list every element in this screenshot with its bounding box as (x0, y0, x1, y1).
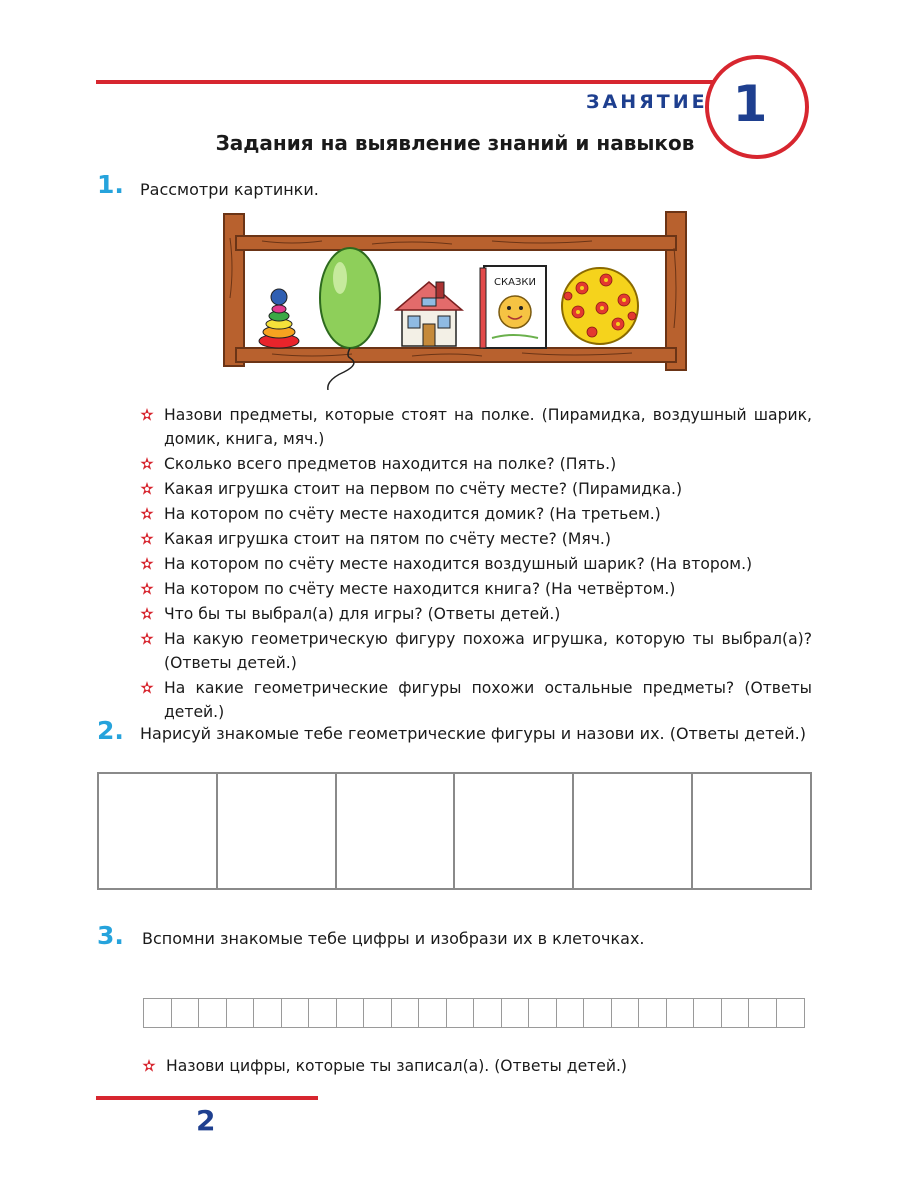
drawing-cell[interactable] (337, 774, 456, 888)
digit-cell[interactable] (419, 999, 447, 1027)
digit-cell[interactable] (529, 999, 557, 1027)
list-item: На котором по счёту месте находится домик? (На третьем.) (140, 502, 812, 526)
digit-cell[interactable] (199, 999, 227, 1027)
book-toy (480, 266, 546, 348)
digit-cell[interactable] (392, 999, 420, 1027)
task-3-question (142, 1054, 802, 1078)
digit-cell[interactable] (694, 999, 722, 1027)
list-item: Какая игрушка стоит на первом по счёту месте? (Пирамидка.) (140, 477, 812, 501)
digit-cell[interactable] (777, 999, 805, 1027)
star-bullet-icon (140, 582, 154, 596)
list-item: Что бы ты выбрал(а) для игры? (Ответы детей.) (140, 602, 812, 626)
digit-cell[interactable] (612, 999, 640, 1027)
digit-cell[interactable] (447, 999, 475, 1027)
star-bullet-icon (142, 1059, 156, 1073)
pyramid-toy (259, 289, 299, 348)
balloon-toy (320, 248, 380, 390)
star-bullet-icon (140, 507, 154, 521)
digit-cell[interactable] (227, 999, 255, 1027)
lesson-number: 1 (732, 75, 768, 133)
list-item: Назови предметы, которые стоят на полке. (Пирамидка, воздушный шарик, домик, книга, мяч.) (140, 403, 812, 451)
digit-cell[interactable] (502, 999, 530, 1027)
digit-cell[interactable] (309, 999, 337, 1027)
digit-cell[interactable] (584, 999, 612, 1027)
digit-cell[interactable] (557, 999, 585, 1027)
digit-cell[interactable] (667, 999, 695, 1027)
task-2-number: 2. (97, 716, 124, 745)
drawing-cell[interactable] (99, 774, 218, 888)
shelf-board-bottom (236, 348, 676, 362)
book-label: СКАЗКИ (494, 277, 536, 288)
list-item: На какие геометрические фигуры похожи остальные предметы? (Ответы детей.) (140, 676, 812, 724)
digit-cell[interactable] (337, 999, 365, 1027)
star-bullet-icon (140, 532, 154, 546)
digit-cell[interactable] (172, 999, 200, 1027)
shelf-illustration (222, 208, 690, 390)
star-bullet-icon (140, 632, 154, 646)
task-2-text: Нарисуй знакомые тебе геометрические фигуры и назови их. (Ответы детей.) (140, 724, 806, 743)
star-bullet-icon (140, 482, 154, 496)
digit-cell[interactable] (722, 999, 750, 1027)
list-item: На котором по счёту месте находится книга? (На четвёртом.) (140, 577, 812, 601)
list-item: На какую геометрическую фигуру похожа игрушка, которую ты выбрал(а)? (Ответы детей.) (140, 627, 812, 675)
footer-rule (96, 1096, 318, 1100)
house-toy (396, 282, 462, 346)
lesson-label: ЗАНЯТИЕ (586, 91, 708, 113)
star-bullet-icon (140, 557, 154, 571)
page-number: 2 (196, 1104, 216, 1137)
star-bullet-icon (140, 681, 154, 695)
list-item: Назови цифры, которые ты записал(а). (Ответы детей.) (142, 1054, 802, 1078)
star-bullet-icon (140, 408, 154, 422)
task-3-number: 3. (97, 921, 124, 950)
drawing-cell[interactable] (693, 774, 810, 888)
list-item: Сколько всего предметов находится на полке? (Пять.) (140, 452, 812, 476)
digit-cell[interactable] (364, 999, 392, 1027)
star-bullet-icon (140, 607, 154, 621)
shapes-drawing-grid (97, 772, 812, 890)
task-1-questions (140, 403, 812, 725)
list-item: На котором по счёту месте находится воздушный шарик? (На втором.) (140, 552, 812, 576)
page-title: Задания на выявление знаний и навыков (215, 131, 695, 155)
header-rule (96, 80, 721, 84)
task-1-text: Рассмотри картинки. (140, 180, 319, 199)
drawing-cell[interactable] (218, 774, 337, 888)
drawing-cell[interactable] (574, 774, 693, 888)
digit-cell[interactable] (639, 999, 667, 1027)
star-bullet-icon (140, 457, 154, 471)
digit-cell[interactable] (474, 999, 502, 1027)
digit-cells-row (143, 998, 805, 1028)
ball-toy (562, 268, 638, 344)
digit-cell[interactable] (254, 999, 282, 1027)
task-3-text: Вспомни знакомые тебе цифры и изобрази их в клеточках. (142, 929, 645, 948)
task-1-number: 1. (97, 170, 124, 199)
drawing-cell[interactable] (455, 774, 574, 888)
list-item: Какая игрушка стоит на пятом по счёту месте? (Мяч.) (140, 527, 812, 551)
digit-cell[interactable] (749, 999, 777, 1027)
digit-cell[interactable] (144, 999, 172, 1027)
digit-cell[interactable] (282, 999, 310, 1027)
